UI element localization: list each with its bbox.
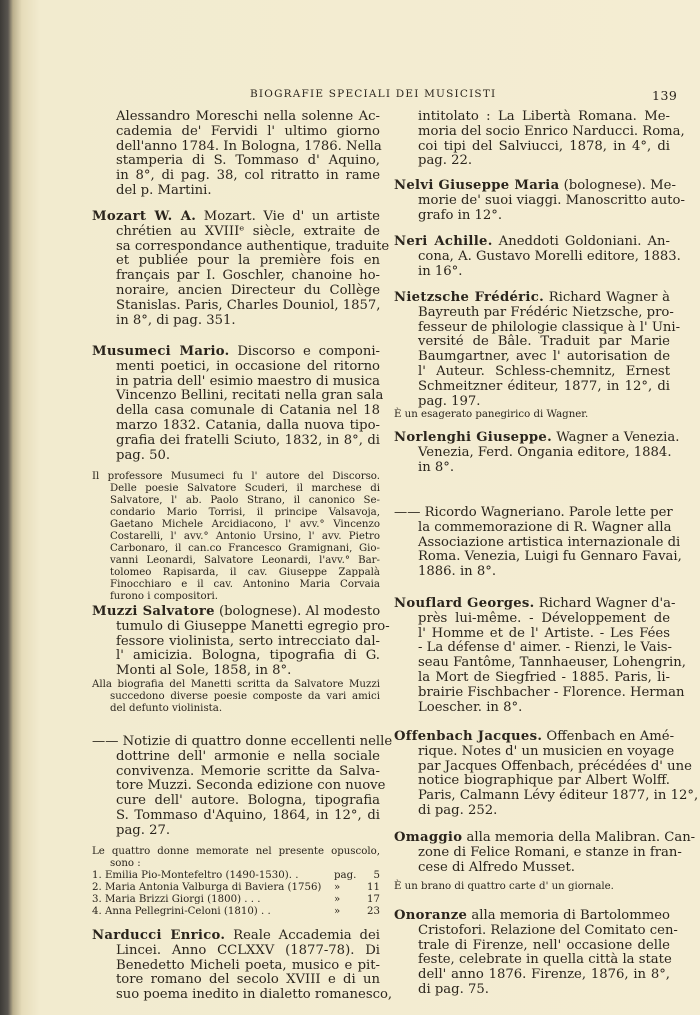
entry-heading: Narducci Enrico. [92,928,226,943]
text-line [92,360,380,375]
text-line [92,269,380,284]
text-line [92,238,390,255]
page-mark: » [334,906,341,917]
text-line [92,987,393,1003]
line-text: Aneddoti Goldoniani. An- [492,234,670,249]
line-text: dottrine dell' armonie e nella sociale [116,748,380,764]
text-line [92,543,380,555]
line-text: moria del socio Enrico Narducci. Roma, [418,123,685,139]
line-text: l' Homme et de l' Artiste. - Les Fées [418,625,670,641]
line-text: Vincenzo Bellini, recitati nella gran sala [116,388,384,404]
page-value: 17 [367,894,380,905]
line-text: 1886. in 8°. [418,564,497,580]
page-value: 11 [367,882,380,893]
line-text: Carbonaro, il can.co Francesco Gramignani, Gio- [110,543,380,554]
text-line [394,123,685,140]
text-line [92,846,380,858]
line-text: Finocchiaro e il cav. Antonino Maria Corvaia [110,579,380,590]
text-line [92,404,380,419]
entry-heading: Nouflard Georges. [394,596,535,611]
text-line [394,671,670,686]
text-line [394,627,670,642]
line-text: notice biographique par Albert Wolff. [418,773,670,789]
text-line [92,519,380,531]
line-text: del defunto violinista. [110,703,223,714]
text-line [394,758,692,775]
text-line [92,794,380,809]
line-text: Delle poesie Salvatore Scuderi, il marchese di [110,483,380,494]
line-text: Roma. Venezia, Luigi fu Gennaro Favai, [418,549,682,565]
line-text: Offenbach en Amé- [542,729,675,744]
text-line [394,939,670,954]
page-reference [334,882,380,894]
text-line [92,154,380,169]
bibliography-entry [394,178,685,223]
text-line [92,649,380,664]
ditto-dash: —— [394,505,425,520]
line-text: S. Tommaso d'Aquino, 1864, in 12°, di [116,807,380,823]
text-line [92,110,380,125]
text-line [394,291,670,306]
text-line [394,953,670,968]
line-text: Mozart. Vie d' un artiste [196,209,380,224]
line-text: Richard Wagner d'a- [534,596,676,611]
line-text: È un brano di quattro carte d' un giornale. [394,881,614,892]
line-text: la commemorazione di R. Wagner alla [418,519,672,535]
text-line [394,788,699,804]
line-text: Salvatore, l' ab. Paolo Strano, il canonico Se- [110,495,380,506]
text-line [92,419,380,434]
line-text: Baumgartner, avec l' autorisation de [418,349,670,365]
line-text: in patria dell' esimio maestro di musica [116,373,380,389]
line-text: condario Mario Torrisi, il principe Valsavoja, [110,507,380,518]
annotation-note [92,846,380,918]
line-text: sa correspondance authentique, traduite [116,238,390,254]
text-line [92,284,380,299]
line-text: Le quattro donne memorate nel presente opuscolo, [92,846,380,857]
text-line [394,248,681,265]
line-text: Alessandro Moreschi nella solenne Ac- [116,109,380,124]
line-text: Il professore Musumeci fu l' autore del Discorso. [92,471,380,482]
page-reference [334,870,380,882]
text-line [92,691,380,703]
text-line [92,618,390,635]
entry-heading: Norlenghi Giuseppe. [394,430,552,445]
text-line [92,929,380,944]
entry-heading: Omaggio [394,830,463,845]
bibliography-entry [394,505,682,580]
list-item [92,870,380,882]
line-text: della casa comunale di Catania nel 18 [116,403,380,419]
text-line [92,507,380,519]
line-text: pag. 197. [418,393,481,409]
text-line [92,345,380,360]
text-line [394,774,670,789]
line-text: tumulo di Giuseppe Manetti egregio pro- [116,618,390,634]
page-value: 23 [367,906,380,917]
text-line [92,703,380,715]
text-line [394,409,670,421]
text-line [92,495,380,507]
text-line [394,235,670,250]
text-line [92,375,380,390]
page-reference [334,894,380,906]
annotation-note [92,471,380,603]
line-text: Stanislas. Paris, Charles Douniol, 1857, [116,297,381,313]
line-text: Cristofori. Relazione del Comitato cen- [418,922,678,938]
line-text: zone di Felice Romani, e stanze in fran- [418,844,682,860]
line-text: tore Muzzi. Seconda edizione con nuove [116,778,386,794]
line-text: Richard Wagner à [543,290,670,305]
text-line [394,844,682,861]
text-line [394,922,678,939]
line-text: l' amicizia. Bologna, tipografia di G. [116,648,380,664]
line-text: Wagner a Venezia. [552,430,680,445]
line-text: fesseur de philologie classique à l' Uni- [418,319,681,335]
text-line [394,304,674,321]
bibliography-entry [92,604,390,679]
entry-heading: Muzzi Salvatore [92,604,215,619]
line-text: noraire, ancien Directeur du Collège [116,282,380,298]
page-reference [334,906,380,918]
line-text: l' Auteur. Schless-chemnitz, Ernest [418,363,670,379]
line-text: Costarelli, l' avv.° Antonio Ursino, l' avv. Pietro [110,531,380,542]
text-line [394,178,676,194]
line-text: Associazione artistica internazionale di [418,534,681,550]
entry-heading: Neri Achille. [394,234,493,249]
text-line [92,750,380,765]
line-text: Discorso e componi- [229,344,380,359]
list-item [92,882,380,894]
text-line [92,858,380,870]
line-text: pag. 50. [116,447,171,463]
text-line [92,591,380,603]
line-text: vanni Leonardi, Salvatore Leonardi, l'avv.° Bar- [110,555,380,566]
text-line [92,959,380,974]
bibliography-entry [394,729,699,819]
text-line [394,395,670,410]
text-line [394,505,673,521]
line-text: cademia de' Fervidi l' ultimo giorno [116,123,380,139]
list-item-name: 4. Anna Pellegrini-Celoni (1810) . . [92,906,271,917]
page-value: 5 [373,870,380,881]
line-text: convivenza. Memorie scritte da Salva- [116,763,380,779]
text-line [92,125,380,140]
text-line [394,209,670,224]
line-text: in 16°. [418,263,463,279]
line-text: coi tipi del Salviucci, 1878, in 4°, di [418,138,670,154]
text-line [394,655,686,671]
text-line [92,254,380,269]
line-text: (bolognese). Al modesto [214,604,381,619]
line-text: français par I. Goschler, chanoine ho- [116,268,380,284]
line-text: Schmeitzner éditeur, 1877, in 12°, di [418,378,670,394]
text-line [92,778,386,794]
line-text: sono : [110,858,141,869]
text-line [394,968,670,983]
entry-heading: Mozart W. A. [92,209,197,224]
line-text: dell' anno 1876. Firenze, 1876, in 8°, [418,967,670,983]
line-text: (bolognese). Me- [559,178,676,193]
line-text: Ricordo Wagneriano. Parole lette per [424,505,673,520]
line-text: morie de' suoi viaggi. Manoscritto auto- [418,192,685,208]
list-item [92,906,380,918]
line-text: dell'anno 1784. In Bologna, 1786. Nella [116,138,382,154]
text-line [92,579,380,591]
entry-heading: Nietzsche Frédéric. [394,290,544,305]
text-line [394,701,670,716]
list-item-name: 3. Maria Brizzi Giorgi (1800) . . . [92,894,261,905]
line-text: chrétien au XVIIIᵉ siècle, extraite de [116,223,380,239]
text-line [394,521,670,536]
line-text: cese di Alfredo Musset. [418,859,575,875]
text-line [92,679,380,691]
text-line [92,664,380,679]
bibliography-entry [92,734,393,839]
text-line [92,210,380,225]
line-text: in 8°, di pag. 351. [116,312,236,328]
bibliography-entry [92,928,393,1003]
line-text: trale di Firenze, nell' occasione delle [418,937,670,953]
bibliography-entry [394,430,680,475]
text-line [394,265,670,280]
text-line [394,549,682,565]
text-line [394,596,676,612]
line-text: di pag. 252. [418,802,498,818]
text-line [394,461,670,476]
line-text: grafia dei fratelli Sciuto, 1832, in 8°, di [116,432,380,448]
line-text: suo poema inedito in dialetto romanesco, [116,987,393,1003]
text-line [394,640,673,656]
text-line [394,804,670,819]
line-text: Paris, Calmann Lévy éditeur 1877, in 12°, [418,788,699,804]
text-line [394,861,670,876]
line-text: Notizie di quattro donne eccellenti nelle [122,734,393,749]
text-line [394,319,681,336]
line-text: par Jacques Offenbach, précédées d' une [418,758,692,774]
text-line [394,446,670,461]
line-text: alla memoria di Bartolommeo [467,908,670,923]
text-line [394,830,696,846]
line-text: di pag. 75. [418,981,489,997]
line-text: Benedetto Micheli poeta, musico e pit- [116,957,380,973]
line-text: Bayreuth par Frédéric Nietzsche, pro- [418,304,674,320]
text-line [394,565,670,580]
line-text: Gaetano Michele Arcidiacono, l' avv.° Vincenzo [110,519,380,530]
text-line [92,809,380,824]
line-text: feste, celebrate in quella città la state [418,952,672,968]
bibliography-entry [394,908,678,998]
entry-heading: Offenbach Jacques. [394,729,543,744]
ditto-dash: —— [92,734,123,749]
line-text: - La défense d' aimer. - Rienzi, le Vais- [418,640,673,656]
text-line [92,299,380,314]
page-mark: » [334,882,341,893]
text-line [92,449,380,464]
text-line [92,471,380,483]
line-text: seau Fantôme, Tannhaeuser, Lohengrin, [418,655,686,671]
text-line [92,973,380,988]
bibliography-entry [394,234,681,279]
text-line [92,140,380,155]
entry-heading: Onoranze [394,908,468,923]
line-text: intitolato : La Libertà Romana. Me- [418,109,670,124]
text-line [394,983,670,998]
line-text: brairie Fischbacher - Florence. Herman [418,684,685,700]
text-line [394,909,670,924]
text-line [394,365,670,380]
text-line [92,483,380,495]
text-line [394,743,675,760]
text-line [92,567,380,579]
line-text: Venezia, Ferd. Ongania editore, 1884. [418,444,672,460]
text-line [394,335,670,350]
text-line [92,314,380,329]
entry-heading: Musumeci Mario. [92,344,230,359]
list-item-name: 2. Maria Antonia Valburga di Baviera (1756) [92,882,322,893]
text-line [394,881,670,893]
text-line [92,635,380,650]
bibliography-entry [394,596,686,715]
line-text: in 8°, di pag. 38, col ritratto in rame [116,168,380,184]
text-line [92,169,380,184]
line-text: Loescher. in 8°. [418,699,523,715]
text-line [394,729,675,745]
text-line [394,612,670,627]
bibliography-entry [92,344,384,463]
page-mark: pag. [334,870,357,881]
line-text: furono i compositori. [110,591,218,602]
line-text: alla memoria della Malibran. Can- [462,830,696,845]
line-text: Alla biografia del Manetti scritta da Salvatore Muzzi [92,679,380,690]
text-line [394,380,670,395]
text-line [394,350,670,365]
line-text: tore romano del secolo XVIII e di un [116,972,380,988]
bibliography-entry [394,109,685,169]
running-header: BIOGRAFIE SPECIALI DEI MUSICISTI [250,88,497,100]
page-number: 139 [652,88,678,103]
text-line [92,225,380,240]
text-line [92,605,380,620]
line-text: pag. 22. [418,153,473,169]
text-line [92,434,380,449]
line-text: cona, A. Gustavo Morelli editore, 1883. [418,248,681,264]
line-text: menti poetici, in occasione del ritorno [116,358,380,374]
line-text: cure dell' autore. Bologna, tipografia [116,793,380,809]
line-text: Reale Accademia dei [225,928,380,943]
line-text: stamperia di S. Tommaso d' Aquino, [116,153,380,169]
line-text: Lincei. Anno CCLXXV (1877-78). Di [116,942,380,958]
page-mark: » [334,894,341,905]
line-text: in 8°. [418,459,455,475]
text-line [92,555,380,567]
line-text: et publiée pour la première fois en [116,253,380,269]
line-text: près lui-même. - Développement de [418,610,670,626]
text-line [394,430,680,446]
line-text: grafo in 12°. [418,207,503,223]
bibliography-entry [92,110,380,199]
text-line [92,944,380,959]
text-line [394,154,670,169]
list-item [92,894,380,906]
entry-heading: Nelvi Giuseppe Maria [394,178,560,193]
text-line [92,734,393,750]
text-line [394,110,670,125]
annotation-note [394,881,670,893]
line-text: Monti al Sole, 1858, in 8°. [116,663,292,679]
line-text: tolomeo Rapisarda, il cav. Giuseppe Zappalà [110,567,380,578]
text-line [92,184,380,199]
bibliography-entry [394,290,681,409]
line-text: fessore violinista, serto intrecciato dal- [116,633,380,649]
list-item-name: 1. Emilia Pio-Montefeltro (1490-1530). . [92,870,299,881]
text-line [92,388,384,404]
bibliography-entry [92,209,390,328]
line-text: versité de Bâle. Traduit par Marie [418,334,670,350]
text-line [394,534,681,551]
line-text: rique. Notes d' un musicien en voyage [418,743,675,759]
text-line [394,684,685,701]
text-line [394,140,670,155]
bibliography-entry [394,830,696,875]
line-text: È un esagerato panegirico di Wagner. [394,409,589,420]
line-text: la Mort de Siegfried - 1885. Paris, li- [418,669,670,685]
text-line [92,824,380,839]
line-text: del p. Martini. [116,182,212,198]
text-line [394,192,685,209]
line-text: pag. 27. [116,822,171,838]
text-line [92,765,380,780]
line-text: succedono diverse poesie composte da vari amici [110,691,380,702]
line-text: marzo 1832. Catania, dalla nuova tipo- [116,417,380,433]
annotation-note [394,409,670,421]
text-line [92,531,380,543]
annotation-note [92,679,380,715]
